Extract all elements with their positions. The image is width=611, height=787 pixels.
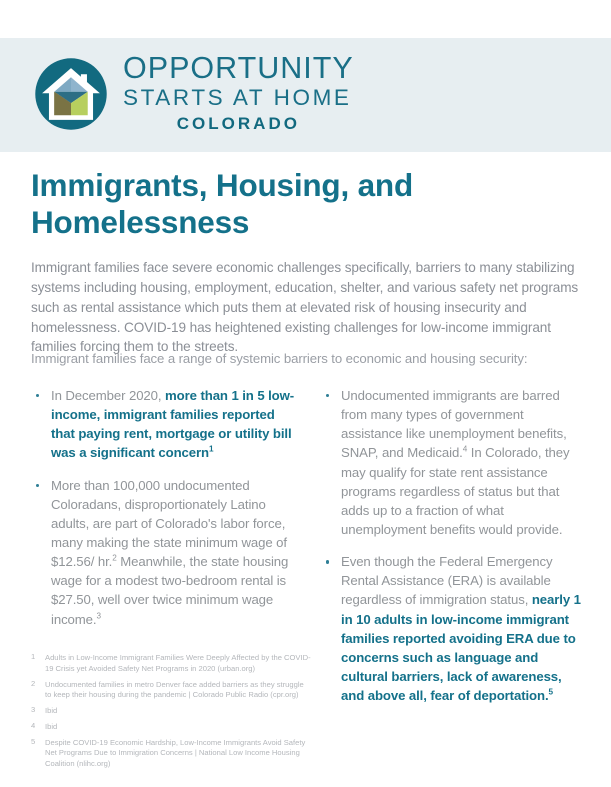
- footnote-number: 4: [31, 720, 36, 730]
- footnote-item: [31, 738, 311, 770]
- list-item: [321, 552, 587, 705]
- right-bullet-list: [321, 386, 587, 705]
- footnote-item: [31, 706, 311, 717]
- bullet-text-plain: Undocumented immigrants are barred from many types of government assistance like unemployment benefits, SNAP, and Medicaid.: [341, 388, 567, 461]
- bullet-text-plain: More than 100,000 undocumented Coloradans, disproportionately Latino adults, are part of Colorado's labor force, many making the state minimum wage of $12.56/ hr.: [51, 477, 287, 570]
- footnote-item: [31, 653, 311, 675]
- house-in-circle-logo-icon: [33, 56, 109, 132]
- footnote-ref: 5: [548, 687, 553, 697]
- footnote-text: Ibid: [45, 706, 58, 716]
- footnote-number: 5: [31, 736, 36, 746]
- logo-line-opportunity: OPPORTUNITY: [123, 51, 354, 85]
- bullet-text-plain: Even though the Federal Emergency Rental Assistance (ERA) is available regardless of immigration status,: [341, 554, 553, 608]
- left-bullet-list: [31, 386, 297, 629]
- bullet-text-plain: In December 2020,: [51, 388, 166, 403]
- bullet-text-plain-2: Meanwhile, the state housing wage for a modest two-bedroom rental is $27.50, well over twice minimum wage income.: [51, 554, 289, 627]
- logo-line-colorado: COLORADO: [176, 114, 300, 134]
- footnote-item: [31, 722, 311, 733]
- footnote-ref: 1: [209, 445, 214, 455]
- page-title: Immigrants, Housing, and Homelessness: [31, 167, 413, 240]
- logo-line-starts-at-home: STARTS AT HOME: [123, 85, 352, 111]
- section-leadin-text: Immigrant families face a range of systemic barriers to economic and housing security:: [31, 351, 528, 366]
- intro-paragraph: Immigrant families face severe economic challenges specifically, barriers to many stabilizing systems including housing, employment, education, shelter, and various safety net programs such as rental assistance which puts them at elevated risk of housing insecurity and homelessness. COVID-19 has heightened existing challenges for low-income immigrant families forcing them to the streets.: [31, 260, 579, 355]
- footnotes-section: [31, 653, 311, 775]
- list-item: [321, 386, 587, 539]
- footnote-text: Ibid: [45, 721, 58, 731]
- logo-wordmark: [123, 53, 354, 135]
- organization-logo: [33, 53, 354, 135]
- bullet-text-plain-2: In Colorado, they may qualify for state rent assistance programs regardless of status but that adds up to a fraction of what unemployment benefits would provide.: [341, 445, 570, 537]
- list-item: [31, 476, 297, 629]
- bullet-text-emphasis: more than 1 in 5 low-income, immigrant families reported that paying rent, mortgage or utility bill was a significant concern: [51, 388, 295, 461]
- footnote-number: 1: [31, 652, 36, 661]
- bullet-text-emphasis: nearly 1 in 10 adults in low-income immigrant families reported avoiding ERA due to concerns such as language and cultural barriers, lack of awareness, and above all, fear of deportation.: [341, 592, 581, 704]
- footnote-item: [31, 680, 311, 702]
- footnote-ref: 2: [112, 553, 117, 563]
- footnote-text: Despite COVID-19 Economic Hardship, Low-Income Immigrants Avoid Safety Net Programs Due to Immigration Concerns | National Low Income Housing Coalition (nlihc.org): [45, 737, 306, 769]
- footnote-number: 2: [31, 678, 36, 688]
- list-item: [31, 386, 297, 463]
- footnote-text: Adults in Low-Income Immigrant Families Were Deeply Affected by the COVID-19 Crisis yet Avoided Safety Net Programs in 2020 (urban.org): [45, 653, 311, 673]
- footnote-ref: 3: [96, 611, 101, 621]
- footnote-text: Undocumented families in metro Denver face added barriers as they struggle to keep their housing during the pandemic | Colorado Public Radio (cpr.org): [45, 679, 304, 700]
- footnote-ref: 4: [462, 445, 468, 455]
- right-column: [321, 386, 587, 718]
- footnote-number: 3: [31, 705, 36, 715]
